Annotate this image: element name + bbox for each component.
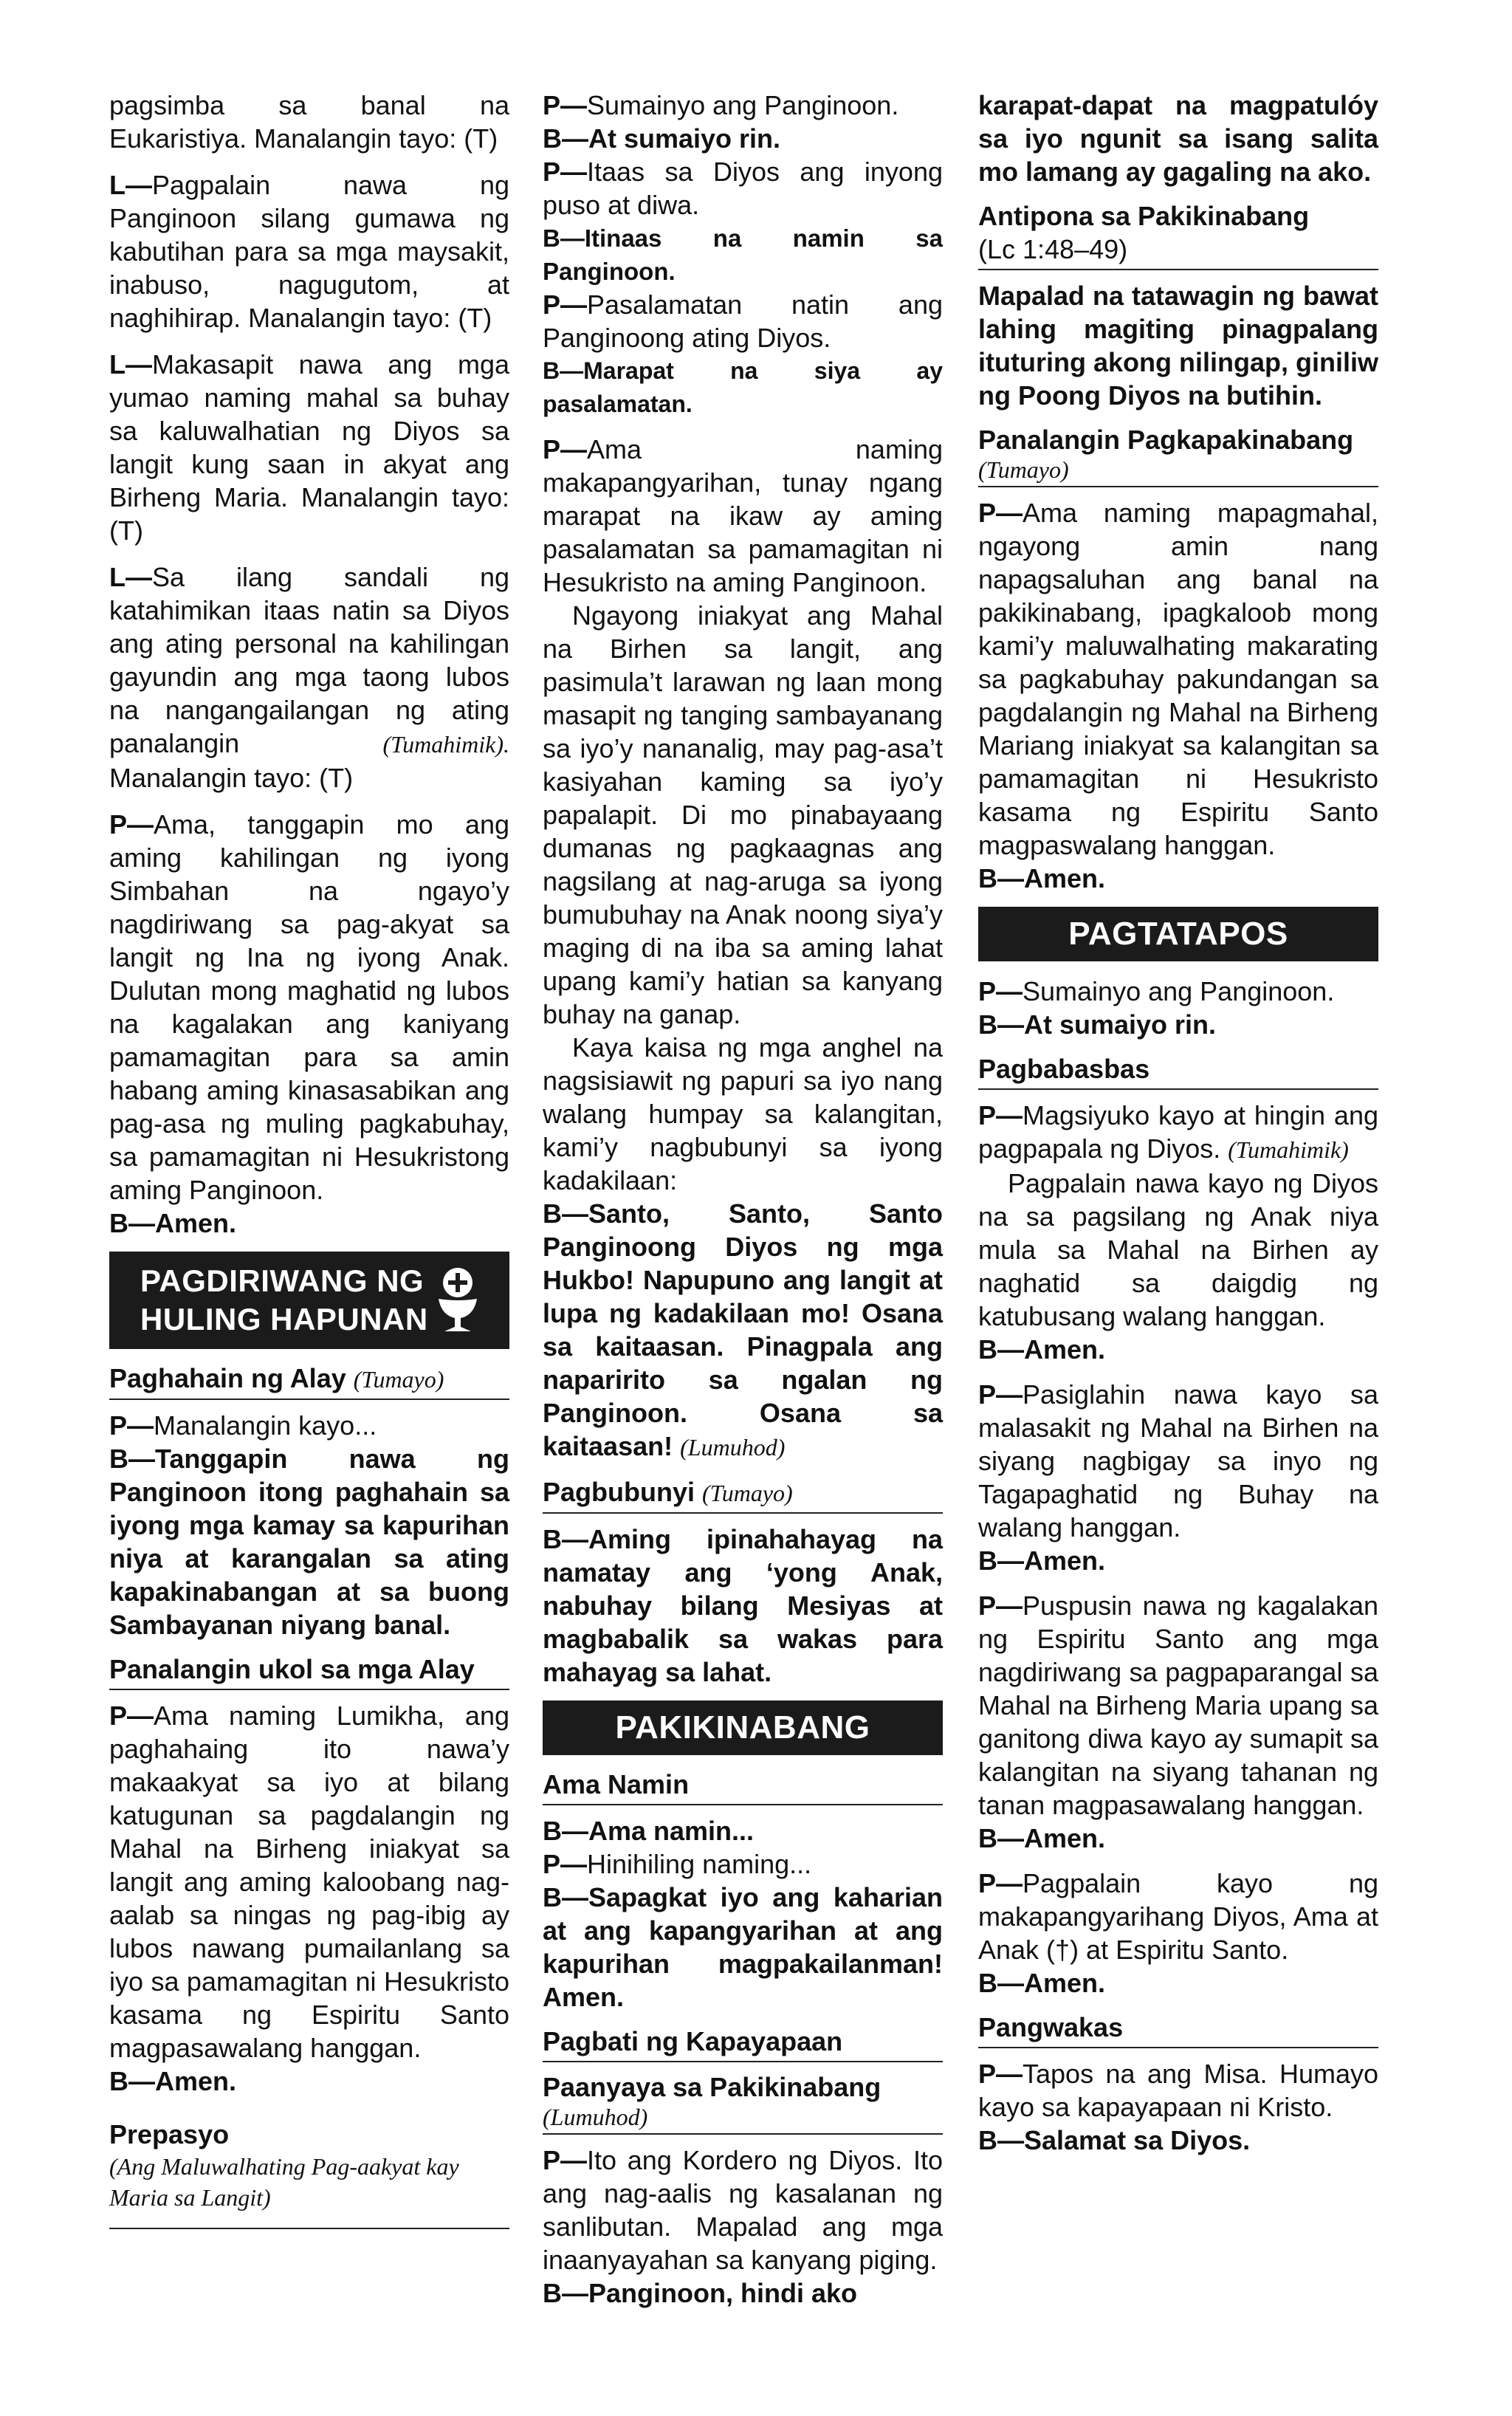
speaker-label: L— [109, 349, 152, 380]
section-heading: Panalangin ukol sa mga Alay [109, 1654, 475, 1684]
paragraph-text: Pagpalain nawa ng Panginoon silang gumawa ng kabutihan para sa mga maysakit, inabuso, nagugutom, at naghihirap. Manalangin tayo: (T) [109, 170, 509, 333]
divider [543, 1512, 943, 1514]
speaker-label: P— [109, 809, 154, 840]
band-title-line: PAGDIRIWANG NG [140, 1263, 425, 1298]
rubric: (Ang Maluwalhating Pag-aakyat kay Maria sa Langit) [109, 2153, 459, 2211]
eucharist-chalice-icon [422, 1263, 493, 1337]
speaker-label: P— [543, 90, 588, 120]
response: B—Marapat na siya ay pasalamatan. [543, 357, 943, 417]
speaker-label: P— [978, 1590, 1023, 1621]
scripture-reference: (Lc 1:48–49) [978, 234, 1128, 264]
line [543, 89, 943, 122]
line [543, 1847, 943, 1881]
speaker-label: P— [978, 2059, 1023, 2089]
column-3 [978, 89, 1378, 2157]
response: B—Ama namin... [543, 1816, 755, 1846]
speaker-label: P— [543, 289, 588, 320]
paragraph-text: Ama naming makapangyarihan, tunay ngang marapat na ikaw ay aming pasalamatan sa pamamagitan ni Hesukristo na aming Panginoon. [543, 434, 943, 597]
paragraph-text: Ama, tanggapin mo ang aming kahilingan ng iyong Simbahan na ngayo’y nagdiriwang sa pag-akyat sa langit ng Ina ng iyong Anak. Dulutan mong maghatid ng lubos na kagalakan ang kaniyang pamamagitan para sa amin habang aming kinasasabikan ang pag-asa ng muling pagkabuhay, sa pamamagitan ni Hesukristong aming Panginoon. [109, 809, 509, 1205]
rubric: (Lumuhod) [543, 2104, 648, 2130]
divider [109, 2228, 509, 2229]
response: B—Amen. [978, 1823, 1106, 1853]
paragraph [109, 1409, 509, 1442]
paragraph-text: Manalangin kayo... [154, 1410, 377, 1441]
section-heading: Pagbabasbas [978, 1054, 1150, 1084]
divider [543, 1804, 943, 1805]
speaker-label: P— [978, 1868, 1023, 1898]
response: B—At sumaiyo rin. [978, 1009, 1217, 1040]
section-heading: Pangwakas [978, 2012, 1124, 2042]
line-text: Itaas sa Diyos ang inyong puso at diwa. [543, 157, 943, 220]
paragraph [543, 433, 943, 599]
column-1 [109, 89, 509, 2229]
speaker-label: P— [978, 1100, 1023, 1130]
section-heading [543, 1476, 943, 1509]
speaker-label: P— [109, 1410, 154, 1441]
response: B—Amen. [978, 863, 1106, 893]
paragraph-text: Sa ilang sandali ng katahimikan itaas natin sa Diyos ang ating personal na kahilingan gayundin ang mga taong lubos na nangangailangan ng ating panalangin [109, 562, 509, 758]
divider [978, 269, 1378, 270]
divider [109, 1689, 509, 1690]
heading-text: Pagbubunyi [543, 1477, 695, 1507]
section-band-huling-hapunan [109, 1252, 509, 1349]
paragraph [978, 496, 1378, 862]
response: B—Salamat sa Diyos. [978, 2125, 1251, 2155]
band-title-line: HULING HAPUNAN [140, 1302, 428, 1336]
response: B—Amen. [109, 2066, 237, 2096]
paragraph [978, 1589, 1378, 1822]
speaker-label: P— [543, 157, 588, 187]
line-text: Sumainyo ang Panginoon. [1023, 976, 1335, 1006]
paragraph [109, 560, 509, 795]
rubric: (Tumahimik) [1228, 1136, 1349, 1163]
paragraph: Ngayong iniakyat ang Mahal na Birhen sa langit, ang pasimula’t larawan ng laan mong masapit ng tanging sambayanang sa iyo’y nananalig, may pag-asa’t kasiyahan kaming sa iyo’y papalapit. Di mo pinabayaang dumanas ng pagkaagnas ang nagsilang at nag-aruga sa iyong bumubuhay na Anak noong siya’y maging di na iba sa aming lahat upang kami’y hatian sa kanyang buhay na ganap. [543, 600, 943, 1029]
paragraph-text: Pagpalain kayo ng makapangyarihang Diyos, Ama at Anak (†) at Espiritu Santo. [978, 1868, 1378, 1965]
response-text: B—Santo, Santo, Santo Panginoong Diyos ng mga Hukbo! Napupuno ang langit at lupa ng kadakilaan mo! Osana sa kaitaasan. Pinagpala ang naparirito sa ngalan ng Panginoon. Osana sa kaitaasan! [543, 1198, 943, 1461]
divider [978, 1088, 1378, 1090]
paragraph-text: Pasiglahin nawa kayo sa malasakit ng Mahal na Birhen na siyang nagbigay sa inyo ng Tagapaghatid ng Buhay na walang hanggan. [978, 1379, 1378, 1542]
paragraph [109, 168, 509, 334]
speaker-label: P— [109, 1701, 154, 1731]
section-heading: Panalangin Pagkapakinabang [978, 425, 1354, 455]
speaker-label: L— [109, 170, 152, 200]
response: B—Amen. [978, 1545, 1106, 1576]
section-band-pagtatapos: PAGTATAPOS [978, 907, 1378, 961]
paragraph [978, 1099, 1378, 1167]
paragraph [978, 2057, 1378, 2124]
response: B—Aming ipinahahayag na namatay ang ‘yong Anak, nabuhay bilang Mesiyas at magbabalik sa wakas para mahayag sa lahat. [543, 1524, 943, 1687]
paragraph [109, 1699, 509, 2065]
speaker-label: P— [978, 498, 1023, 528]
divider [543, 2061, 943, 2062]
section-heading: Prepasyo [109, 2119, 230, 2149]
paragraph-text: Ama naming mapagmahal, ngayong amin nang napagsaluhan ang banal na pakikinabang, ipagkaloob mong kami’y maluwalhating makarating sa pagkabuhay pakundangan sa pagdalangin ng Mahal na Birheng Mariang iniakyat sa kalangitan sa pamamagitan ni Hesukristo kasama ng Espiritu Santo magpaswalang hanggan. [978, 498, 1378, 860]
line-text: Pasalamatan natin ang Panginoong ating Diyos. [543, 289, 943, 353]
response [543, 1197, 943, 1464]
section-heading: Antipona sa Pakikinabang [978, 201, 1310, 231]
rubric: (Tumahimik). [382, 731, 509, 758]
paragraph [109, 348, 509, 547]
speaker-label: P— [978, 976, 1023, 1006]
paragraph [978, 1867, 1378, 1966]
section-heading: Ama Namin [543, 1769, 690, 1799]
response: B—Amen. [978, 1334, 1106, 1365]
response: B—Itinaas na namin sa Panginoon. [543, 224, 943, 285]
section-heading: Pagbati ng Kapayapaan [543, 2026, 843, 2056]
paragraph: Kaya kaisa ng mga anghel na nagsisiawit ng papuri sa iyo nang walang humpay sa kalangitan, kami’y nagbubunyi sa iyong kadakilaan: [543, 1032, 943, 1195]
line-text: Sumainyo ang Panginoon. [587, 90, 899, 120]
line [543, 288, 943, 354]
divider [109, 1399, 509, 1400]
paragraph-text: Tapos na ang Misa. Humayo kayo sa kapayapaan ni Kristo. [978, 2059, 1378, 2122]
paragraph: Pagpalain nawa kayo ng Diyos na sa pagsilang ng Anak niya mula sa Mahal na Birhen ay naghatid sa daigdig ng katubusang walang hanggan. [978, 1168, 1378, 1331]
speaker-label: P— [543, 434, 588, 464]
divider [978, 486, 1378, 487]
speaker-label: P— [543, 2145, 588, 2175]
paragraph-text: Puspusin nawa ng kagalakan ng Espiritu Santo ang mga nagdiriwang sa pagpaparangal sa Mahal na Birheng Maria upang sa ganitong diwa kayo ay sumapit sa kalangitan na siyang tahanan ng tanan magpasawalang hanggan. [978, 1590, 1378, 1820]
response: B—Amen. [109, 1208, 237, 1238]
line-text: Hinihiling naming... [587, 1849, 812, 1879]
rubric: (Tumayo) [353, 1366, 444, 1393]
rubric: (Tumayo) [702, 1480, 793, 1506]
paragraph-text: Ama naming Lumikha, ang paghahaing ito nawa’y makaakyat sa iyo at bilang katugunan sa pagdalangin ng Mahal na Birheng iniakyat sa langit ang aming kaloobang nag-aalab sa ningas ng pag-ibig ay lubos nawang pumailanlang sa iyo sa pamamagitan ni Hesukristo kasama ng Espiritu Santo magpasawalang hanggan. [109, 1701, 509, 2063]
paragraph-text: Magsiyuko kayo at hingin ang pagpapala ng Diyos. [978, 1100, 1378, 1164]
rubric: (Lumuhod) [680, 1434, 786, 1461]
divider [978, 2047, 1378, 2048]
response: B—Sapagkat iyo ang kaharian at ang kapangyarihan at ang kapurihan magpakailanman! Amen. [543, 1882, 943, 2012]
response: B—At sumaiyo rin. [543, 123, 781, 154]
speaker-label: L— [109, 562, 152, 592]
line [543, 155, 943, 222]
heading-text: Paghahain ng Alay [109, 1363, 346, 1393]
paragraph-text: Makasapit nawa ang mga yumao naming mahal sa buhay sa kaluwalhatian ng Diyos sa langit kung saan in akyat ang Birheng Maria. Manalangin tayo: (T) [109, 349, 509, 546]
section-band-pakikinabang: PAKIKINABANG [543, 1701, 943, 1755]
rubric: (Tumayo) [978, 456, 1069, 483]
paragraph [543, 2144, 943, 2276]
paragraph [978, 1378, 1378, 1544]
paragraph-text: Manalangin tayo: (T) [109, 763, 354, 793]
response: B—Amen. [978, 1968, 1106, 1998]
paragraph-text: Ito ang Kordero ng Diyos. Ito ang nag-aalis ng kasalanan ng sanlibutan. Mapalad ang mga inaanyayahan sa kanyang piging. [543, 2145, 943, 2275]
response: Mapalad na tatawagin ng bawat lahing magiting pinagpalang ituturing akong nilingap, giniliw ng Poong Diyos na butihin. [978, 281, 1378, 411]
response: B—Tanggapin nawa ng Panginoon itong paghahain sa iyong mga kamay sa kapurihan niya at karangalan sa ating kapakinabangan at sa buong Sambayanan niyang banal. [109, 1444, 509, 1640]
line [978, 975, 1378, 1008]
response: karapat-dapat na magpatulóy sa iyo ngunit sa isang salita mo lamang ay gagaling na ako. [978, 90, 1378, 187]
section-heading: Paanyaya sa Pakikinabang [543, 2072, 882, 2102]
paragraph: pagsimba sa banal na Eukaristiya. Manalangin tayo: (T) [109, 90, 509, 154]
response: B—Panginoon, hindi ako [543, 2278, 857, 2308]
section-heading [109, 1362, 509, 1396]
divider [543, 2133, 943, 2135]
speaker-label: P— [543, 1849, 588, 1879]
speaker-label: P— [978, 1379, 1023, 1410]
column-2 [543, 89, 943, 2310]
paragraph [109, 808, 509, 1207]
